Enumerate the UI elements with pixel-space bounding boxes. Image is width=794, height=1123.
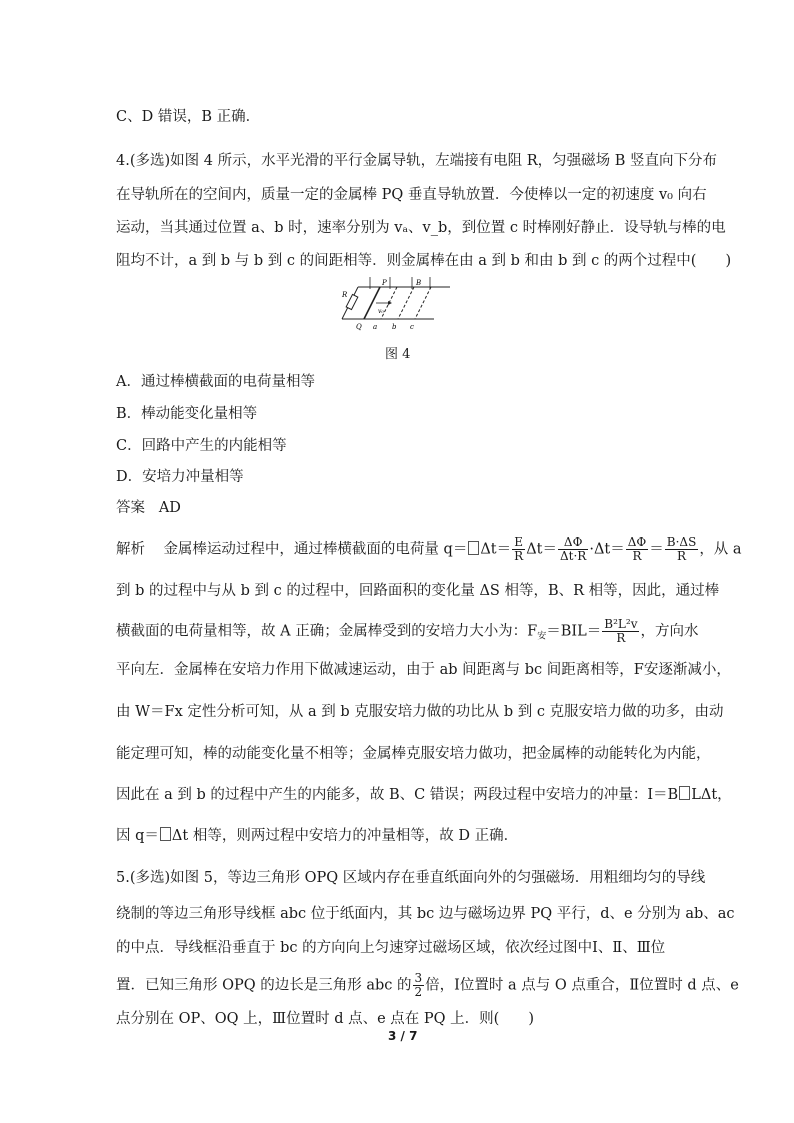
q5-line1: 5.(多选)如图 5，等边三角形 OPQ 区域内存在垂直纸面向外的匀强磁场．用粗细均匀的导线 xyxy=(116,870,706,886)
formula-fraction: $\frac{\text{B²L²v}}{R}$ xyxy=(604,617,638,645)
analysis-text: Δt＝ xyxy=(480,541,512,558)
label-R: R xyxy=(342,291,348,299)
analysis-text: Δt 相等，则两过程中安培力的冲量相等，故 D 正确． xyxy=(171,828,519,844)
analysis-line7 xyxy=(116,785,732,805)
label-Q: Q xyxy=(356,323,362,331)
label-b: b xyxy=(392,323,397,331)
formula-fraction: $\frac{B\cdot\Delta S}{R}$ xyxy=(666,535,697,563)
analysis-text: ·Δt＝ xyxy=(589,541,625,558)
q4-line3: 运动，当其通过位置 a、b 时，速率分别为 vₐ、v_b，到位置 c 时棒刚好静止．设导轨与棒的电 xyxy=(116,220,726,236)
analysis-line8 xyxy=(116,826,518,846)
q5-line2: 绕制的等边三角形导线框 abc 位于纸面内，其 bc 边与磁场边界 PQ 平行，d、e 分别为 ab、ac xyxy=(116,906,735,922)
analysis-line6: 能定理可知，棒的动能变化量不相等；金属棒克服安培力做功，把金属棒的动能转化为内能， xyxy=(116,746,711,762)
answer-value: AD xyxy=(158,500,181,516)
analysis-text: Δt＝ xyxy=(526,541,557,558)
q4-line1: 4.(多选)如图 4 所示，水平光滑的平行金属导轨，左端接有电阻 R，匀强磁场 B 竖直向下分布 xyxy=(116,153,717,169)
top-line: C、D 错误，B 正确． xyxy=(116,109,261,125)
analysis-line4: 平向左．金属棒在安培力作用下做减速运动，由于 ab 间距离与 bc 间距离相等，F安逐渐减小， xyxy=(116,662,731,678)
option-b: B．棒动能变化量相等 xyxy=(116,406,258,422)
analysis-line1 xyxy=(116,536,742,563)
q5-text: 置．已知三角形 OPQ 的边长是三角形 abc 的 xyxy=(116,977,412,994)
q5-line3: 的中点．导线框沿垂直于 bc 的方向向上匀速穿过磁场区域，依次经过图中Ⅰ、Ⅱ、Ⅲ位 xyxy=(116,940,666,956)
analysis-text: ，从 a xyxy=(699,541,742,558)
answer-label: 答案 xyxy=(116,500,145,516)
label-c: c xyxy=(410,323,414,331)
analysis-text: 横截面的电荷量相等，故 A 正确；金属棒受到的安培力大小为：F xyxy=(116,623,538,640)
page-number: 3 / 7 xyxy=(388,1029,418,1043)
answer-row xyxy=(116,498,181,518)
q5-line5: 点分别在 OP、OQ 上，Ⅲ位置时 d 点、e 点在 PQ 上．则( ) xyxy=(116,1011,534,1027)
q5-line4 xyxy=(116,972,739,999)
q4-line2: 在导轨所在的空间内，质量一定的金属棒 PQ 垂直导轨放置．今使棒以一定的初速度 v₀ 向右 xyxy=(116,187,707,203)
analysis-text: ＝ xyxy=(649,541,664,558)
analysis-line5: 由 W＝Fx 定性分析可知，从 a 到 b 克服安培力做的功比从 b 到 c 克服安培力做的功多，由动 xyxy=(116,704,724,720)
subscript: 安 xyxy=(537,631,547,642)
q4-line4: 阻均不计，a 到 b 与 b 到 c 的间距相等．则金属棒在由 a 到 b 和由 b 到 c 的两个过程中( ) xyxy=(116,253,732,269)
label-a: a xyxy=(373,323,378,331)
formula-fraction: $\frac{\Delta\Phi}{\Delta t\cdot R}$ xyxy=(560,535,587,563)
label-B: B xyxy=(416,279,422,287)
analysis-text: LΔt， xyxy=(691,787,732,803)
formula-fraction: $\frac{\Delta\Phi}{R}$ xyxy=(627,535,647,563)
missing-glyph-icon xyxy=(160,827,171,841)
rail-figure xyxy=(340,275,452,335)
rail-diagram xyxy=(340,275,452,335)
label-P: P xyxy=(382,279,387,287)
analysis-text: ＝BIL＝ xyxy=(546,623,602,640)
q5-text: 倍，Ⅰ位置时 a 点与 O 点重合，Ⅱ位置时 d 点、e xyxy=(425,977,739,994)
analysis-text: 因 q＝ xyxy=(116,828,159,844)
resistor-icon xyxy=(346,294,358,309)
option-c: C．回路中产生的内能相等 xyxy=(116,438,287,454)
analysis-text: ，方向水 xyxy=(640,623,699,640)
analysis-line2: 到 b 的过程中与从 b 到 c 的过程中，回路面积的变化量 ΔS 相等，B、R 相等，因此，通过棒 xyxy=(116,583,720,599)
formula-fraction: $\frac{3}{2}$ xyxy=(414,971,423,999)
option-d: D．安培力冲量相等 xyxy=(116,469,244,485)
missing-glyph-icon xyxy=(679,786,690,800)
analysis-text: 因此在 a 到 b 的过程中产生的内能多，故 B、C 错误；两段过程中安培力的冲量：I＝B xyxy=(116,787,679,803)
analysis-label: 解析 xyxy=(116,541,145,558)
analysis-line3 xyxy=(116,618,698,647)
formula-fraction: $\frac{E}{R}$ xyxy=(514,535,524,563)
label-v0: v₀ xyxy=(378,308,384,315)
option-a: A．通过棒横截面的电荷量相等 xyxy=(116,374,315,390)
analysis-text: 金属棒运动过程中，通过棒横截面的电荷量 q＝ xyxy=(163,541,468,558)
figure-caption: 图 4 xyxy=(385,347,411,362)
missing-glyph-icon xyxy=(468,541,479,555)
